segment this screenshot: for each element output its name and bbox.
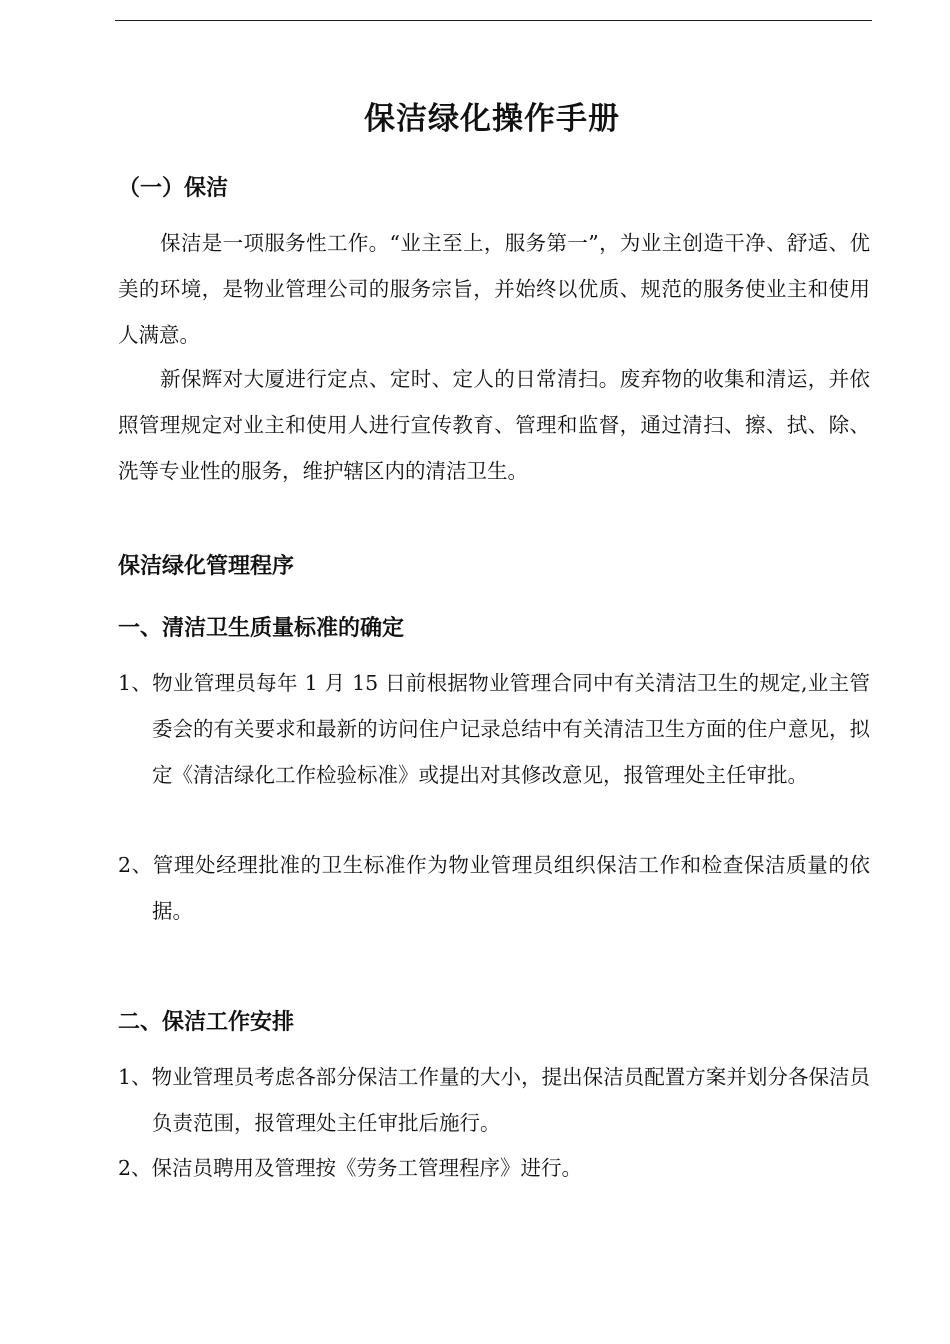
procedure-heading: 保洁绿化管理程序: [118, 553, 295, 579]
section-heading-cleaning: （一）保洁: [118, 175, 229, 201]
paragraph-cleaning-intro: 保洁是一项服务性工作。“业主至上，服务第一”，为业主创造干净、舒适、优美的环境，是物业管理公司的服务宗旨，并始终以优质、规范的服务使业主和使用人满意。: [118, 231, 870, 347]
part2-list-item: 2、保洁员聘用及管理按《劳务工管理程序》进行。: [118, 1156, 583, 1180]
document-title: 保洁绿化操作手册: [364, 101, 620, 137]
part1-list-item: 2、管理处经理批准的卫生标准作为物业管理员组织保洁工作和检查保洁质量的依据。: [118, 853, 870, 923]
part2-heading: 二、保洁工作安排: [118, 1009, 295, 1035]
paragraph-cleaning-scope: 新保辉对大厦进行定点、定时、定人的日常清扫。废弃物的收集和清运，并依照管理规定对业主和使用人进行宣传教育、管理和监督，通过清扫、擦、拭、除、洗等专业性的服务，维护辖区内的清洁卫生。: [118, 367, 870, 483]
part2-list-item: 1、物业管理员考虑各部分保洁工作量的大小，提出保洁员配置方案并划分各保洁员负责范围，报管理处主任审批后施行。: [118, 1065, 870, 1135]
part1-list-item: 1、物业管理员每年 1 月 15 日前根据物业管理合同中有关清洁卫生的规定,业主管委会的有关要求和最新的访问住户记录总结中有关清洁卫生方面的住户意见，拟定《清洁绿化工作检验标准》或提出对其修改意见，报管理处主任审批。: [118, 671, 870, 787]
part1-heading: 一、清洁卫生质量标准的确定: [118, 615, 405, 641]
header-rule: [115, 20, 872, 21]
